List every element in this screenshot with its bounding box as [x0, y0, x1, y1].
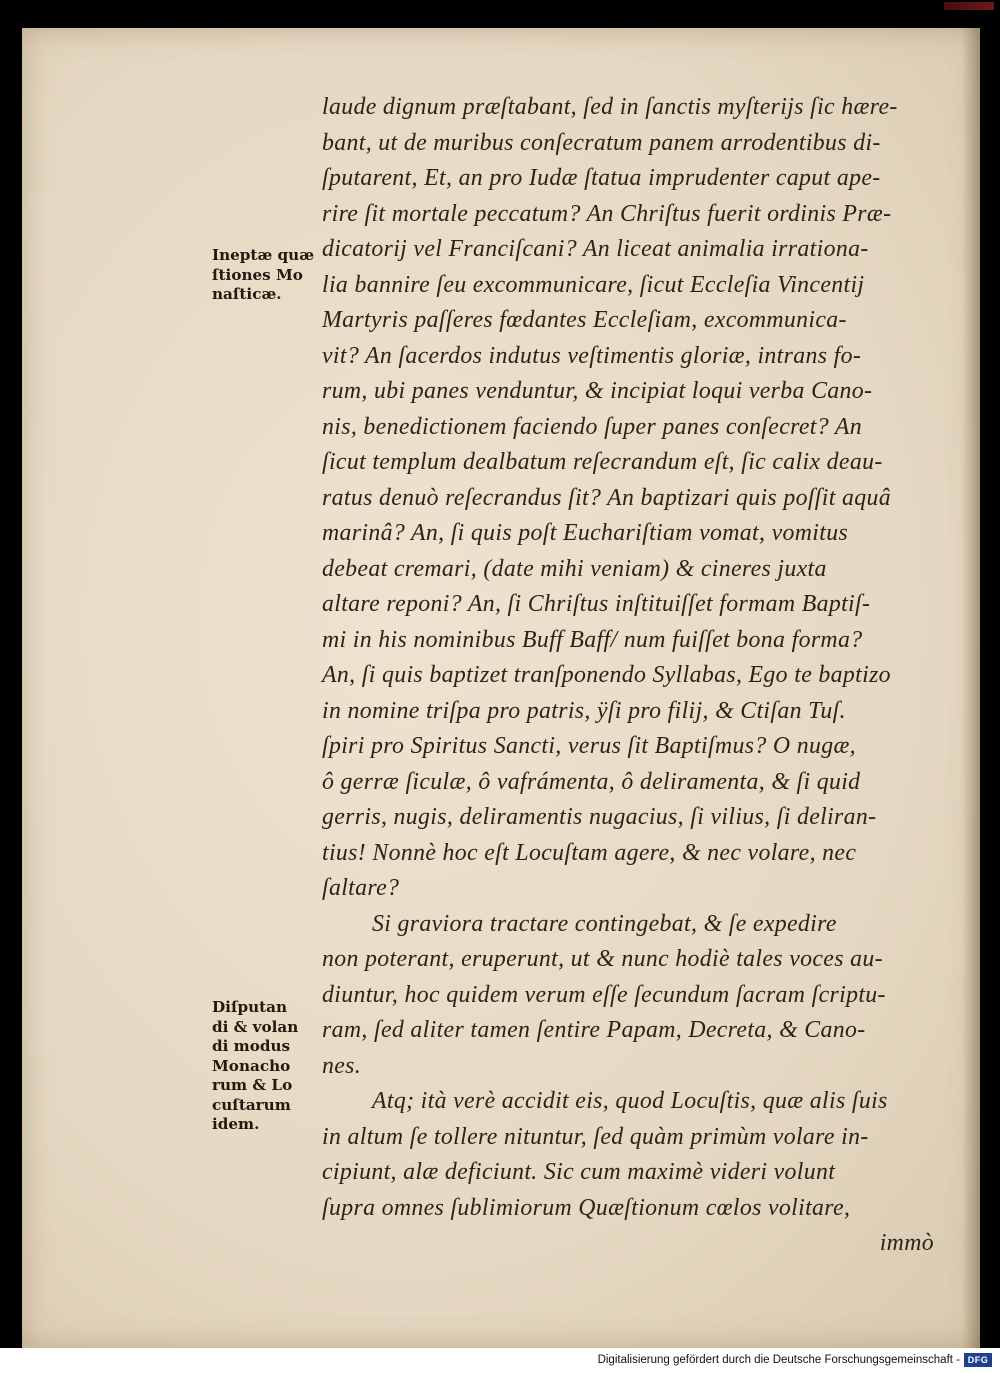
text-line: ſicut templum dealbatum reſecrandum eſt, ſic calix deau-	[322, 449, 883, 475]
margin-note-line: di modus	[212, 1037, 291, 1055]
text-line: in nomine triſpa pro patris, ÿſi pro filij, & Ctiſan Tuſ.	[322, 697, 846, 724]
text-line: Atq; ità verè accidit eis, quod Locuſtis, quæ alis ſuis	[372, 1088, 888, 1114]
text-line: ratus denuò reſecrandus ſit? An baptizari quis poſſit aquâ	[322, 484, 891, 511]
text-line: non poterant, eruperunt, ut & nunc hodiè tales voces au-	[322, 946, 883, 972]
margin-note-line: naſticæ.	[212, 285, 282, 303]
scanned-page	[22, 28, 980, 1348]
text-line: altare reponi? An, ſi Chriſtus inſtituiſſet formam Baptiſ-	[322, 591, 871, 617]
footer-credit: Digitalisierung gefördert durch die Deutsche Forschungsgemeinschaft -	[597, 1354, 960, 1366]
text-line: laude dignum præſtabant, ſed in ſanctis myſterijs ſic hære-	[322, 94, 898, 120]
text-line: diuntur, hoc quidem verum eſſe ſecundum ſacram ſcriptu-	[322, 981, 886, 1008]
text-line: nis, benedictionem faciendo ſuper panes conſecret? An	[322, 413, 862, 440]
main-text	[322, 90, 934, 1262]
dfg-logo: DFG	[964, 1353, 992, 1367]
text-line: cipiunt, alæ deficiunt. Sic cum maximè videri volunt	[322, 1159, 836, 1185]
text-line: ô gerræ ſiculæ, ô vafrámenta, ô deliramenta, & ſi quid	[322, 768, 861, 795]
margin-note-line: ſtiones Mo	[212, 265, 303, 284]
margin-note-line: rum & Lo	[212, 1076, 293, 1094]
text-line: ſputarent, Et, an pro Iudæ ſtatua imprudenter caput ape-	[322, 165, 881, 191]
text-line: debeat cremari, (date mihi veniam) & cineres juxta	[322, 555, 827, 582]
margin-note-line: Monacho	[212, 1056, 291, 1075]
text-line: Martyris paſſeres fœdantes Eccleſiam, excommunica-	[322, 307, 847, 333]
text-line: in altum ſe tollere nituntur, ſed quàm primùm volare in-	[322, 1123, 869, 1150]
text-line: ſpiri pro Spiritus Sancti, verus ſit Baptiſmus? O nugæ,	[322, 733, 856, 759]
text-line: gerris, nugis, deliramentis nugacius, ſi vilius, ſi deliran-	[322, 804, 877, 830]
margin-note-line: idem.	[212, 1115, 260, 1133]
margin-note-line: Diſputan	[212, 998, 288, 1016]
text-line: tius! Nonnè hoc eſt Locuſtam agere, & nec volare, nec	[322, 839, 857, 866]
text-line: rum, ubi panes venduntur, & incipiat loqui verba Cano-	[322, 378, 873, 404]
text-line: Si graviora tractare contingebat, & ſe expedire	[372, 910, 837, 937]
margin-note-disputandi	[212, 998, 317, 1135]
text-line: marinâ? An, ſi quis poſt Euchariſtiam vomat, vomitus	[322, 520, 849, 546]
text-line: ram, ſed aliter tamen ſentire Papam, Decreta, & Cano-	[322, 1017, 866, 1043]
page-edge-shadow	[962, 28, 980, 1348]
text-line: ſaltare?	[322, 875, 400, 901]
margin-note-line: cuſtarum	[212, 1095, 291, 1114]
text-line: rire ſit mortale peccatum? An Chriſtus fuerit ordinis Præ-	[322, 200, 892, 227]
text-line: bant, ut de muribus conſecratum panem arrodentibus di-	[322, 129, 881, 156]
margin-note-ineptae	[212, 246, 317, 305]
margin-note-line: di & volan	[212, 1017, 299, 1036]
text-line: nes.	[322, 1052, 362, 1079]
margin-note-line: Ineptæ quæ	[212, 246, 315, 264]
text-line: lia bannire ſeu excommunicare, ſicut Eccleſia Vincentij	[322, 271, 865, 298]
text-line: vit? An ſacerdos indutus veſtimentis gloriæ, intrans fo-	[322, 342, 862, 369]
text-line: dicatorij vel Franciſcani? An liceat animalia irrationa-	[322, 236, 869, 262]
text-line: mi in his nominibus Buff Baff/ num fuiſſet bona forma?	[322, 626, 863, 653]
text-line: An, ſi quis baptizet tranſponendo Syllabas, Ego te baptizo	[322, 662, 891, 688]
scan-corner-mark	[944, 2, 994, 10]
footer-bar	[0, 1348, 1000, 1373]
text-line: ſupra omnes ſublimiorum Quæſtionum cœlos volitare,	[322, 1194, 851, 1221]
catchword: immò	[879, 1230, 934, 1256]
